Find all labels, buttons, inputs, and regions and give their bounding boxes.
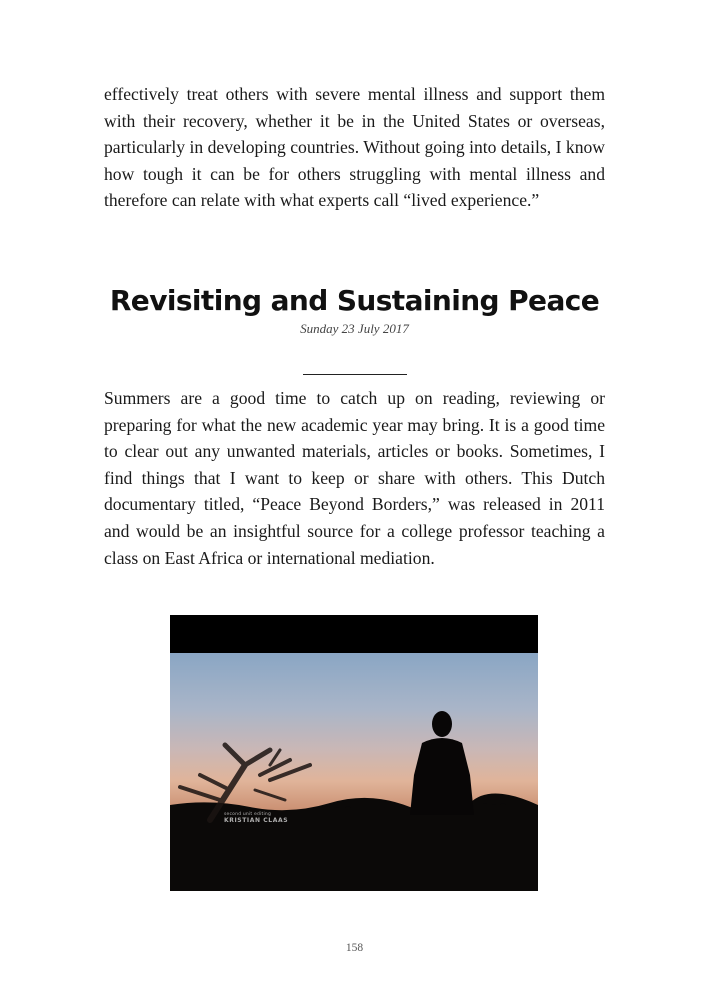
post-body-paragraph: Summers are a good time to catch up on reading, reviewing or preparing for what the new academic year may bring. It is a good time to clear out any unwanted materials, articles or books. Sometimes, I find things that I want to keep or share with others. This Dutch documentary titled, “Peace Beyond Borders,” was released in 2011 and would be an insightful source for a college professor teaching a class on East Africa or international mediation. bbox=[104, 388, 605, 568]
sunset-silhouette-image bbox=[170, 615, 538, 891]
video-credit-line: second unit editing bbox=[224, 812, 272, 817]
video-credit-name: KRISTIAN CLAAS bbox=[224, 817, 289, 825]
post-date: Sunday 23 July 2017 bbox=[300, 321, 409, 336]
intro-paragraph: effectively treat others with severe mental illness and support them with their recovery, whether it be in the United States or overseas, particularly in developing countries. Without going into details, I know how tough it can be for others struggling with mental illness and therefore can relate with what experts call “lived experience.” bbox=[104, 84, 605, 211]
title-separator bbox=[303, 374, 407, 375]
page-number: 158 bbox=[345, 942, 364, 954]
video-credit-overlay bbox=[224, 812, 288, 825]
documentary-video-still bbox=[170, 615, 538, 891]
post-title: Revisiting and Sustaining Peace bbox=[109, 284, 600, 317]
